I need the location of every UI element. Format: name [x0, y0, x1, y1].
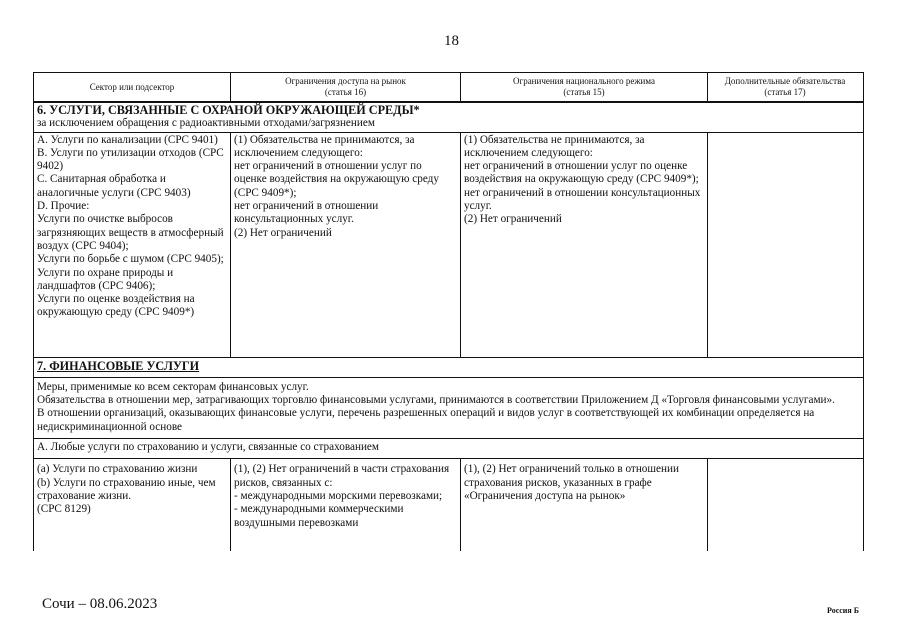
subsection-a-cell [34, 439, 863, 458]
section-7-market-access [231, 459, 461, 551]
sector-item: A. Услуги по канализации (CPC 9401) [37, 133, 218, 146]
market-access-item: (1), (2) Нет ограничений в части страхования рисков, связанных с: [234, 463, 450, 489]
sector-item: Услуги по оценке воздействия на окружающую среду (CPC 9409*) [37, 293, 195, 319]
market-access-item: - международными морскими перевозками; [234, 489, 443, 502]
header-sector-label: Сектор или подсектор [89, 81, 175, 92]
market-access-item: (1) Обязательства не принимаются, за исключением следующего: [234, 133, 415, 159]
section-6-sectors [34, 133, 231, 357]
section-7-subsection-a [33, 438, 864, 458]
footer-country: Россия Б [827, 606, 860, 615]
sector-item: (b) Услуги по страхованию иные, чем страхование жизни. [37, 476, 216, 502]
section-7-title-cell [34, 358, 863, 377]
market-access-item: - международными коммерческими воздушными перевозками [234, 503, 404, 529]
national-treatment-item: (1), (2) Нет ограничений только в отношении страхования рисков, указанных в графе «Ограничения доступа на рынок» [464, 463, 679, 502]
section-6-row [33, 132, 864, 357]
section-7-additional [708, 459, 862, 551]
section-7-general [33, 377, 864, 438]
section-7-title: 7. ФИНАНСОВЫЕ УСЛУГИ [37, 358, 200, 373]
section-7-row [33, 458, 864, 551]
section-7-national-treatment [461, 459, 708, 551]
header-sector [34, 73, 231, 101]
header-additional-article: (статья 17) [764, 87, 806, 97]
sector-item: B. Услуги по утилизации отходов (CPC 9402) [37, 146, 224, 173]
market-access-item: нет ограничений в отношении услуг по оценке воздействия на окружающую среду (CPC 9409*); [234, 160, 439, 199]
table-header [33, 72, 864, 101]
section-6-market-access [231, 133, 461, 357]
header-market-access-label: Ограничения доступа на рынок [285, 76, 406, 86]
header-national-treatment-article: (статья 15) [563, 87, 605, 97]
commitments-table [33, 72, 864, 551]
header-national-treatment [461, 73, 708, 101]
section-6-subtitle: за исключением обращения с радиоактивными отходами/загрязнением [37, 117, 375, 130]
market-access-item: (2) Нет ограничений [234, 226, 332, 239]
general-paragraph: Меры, применимые ко всем секторам финансовых услуг. [37, 380, 309, 393]
page-number: 18 [444, 33, 459, 49]
footer-location-date: Сочи – 08.06.2023 [42, 596, 158, 612]
sector-item: (a) Услуги по страхованию жизни [37, 463, 198, 476]
header-market-access [231, 73, 461, 101]
national-treatment-item: нет ограничений в отношении консультационных услуг. [464, 186, 701, 213]
sector-item: C. Санитарная обработка и аналогичные услуги (CPC 9403) [37, 173, 191, 199]
section-6-additional [708, 133, 862, 357]
general-paragraph: Обязательства в отношении мер, затрагивающих торговлю финансовыми услугами, принимаются в соответствии Приложением Д «Торговля финансовыми услугами». [37, 394, 835, 407]
section-6-title-cell [34, 103, 863, 132]
sector-item: Услуги по борьбе с шумом (CPC 9405); [37, 253, 224, 266]
header-national-treatment-label: Ограничения национального режима [513, 76, 655, 86]
general-paragraph: В отношении организаций, оказывающих финансовые услуги, перечень разрешенных операций и видов услуг в соответствующей их комбинации определяется на недискриминационной основе [37, 407, 815, 433]
header-market-access-article: (статья 16) [324, 87, 367, 97]
section-6-national-treatment [461, 133, 708, 357]
sector-item: Услуги по очистке выбросов загрязняющих веществ в атмосферный воздух (CPC 9404); [37, 213, 224, 252]
subsection-a-title: A. Любые услуги по страхованию и услуги, связанные со страхованием [37, 441, 379, 454]
sector-item: D. Прочие: [37, 200, 90, 213]
header-additional [708, 73, 862, 101]
market-access-item: нет ограничений в отношении консультационных услуг. [234, 200, 379, 226]
national-treatment-item: (1) Обязательства не принимаются, за исключением следующего: [464, 133, 645, 159]
section-7-sectors [34, 459, 231, 551]
section-7-general-cell [34, 378, 863, 438]
sector-item: Услуги по охране природы и ландшафтов (CPC 9406); [37, 266, 174, 292]
section-7-header [33, 357, 864, 377]
national-treatment-item: (2) Нет ограничений [464, 213, 562, 226]
header-additional-label: Дополнительные обязательства [724, 76, 846, 86]
section-6-title: 6. УСЛУГИ, СВЯЗАННЫЕ С ОХРАНОЙ ОКРУЖАЮЩЕЙ СРЕДЫ* [37, 103, 420, 117]
section-6-header [33, 101, 864, 132]
national-treatment-item: нет ограничений в отношении услуг по оценке воздействия на окружающую среду (CPC 9409*); [464, 160, 699, 186]
sector-item: (CPC 8129) [37, 503, 91, 516]
